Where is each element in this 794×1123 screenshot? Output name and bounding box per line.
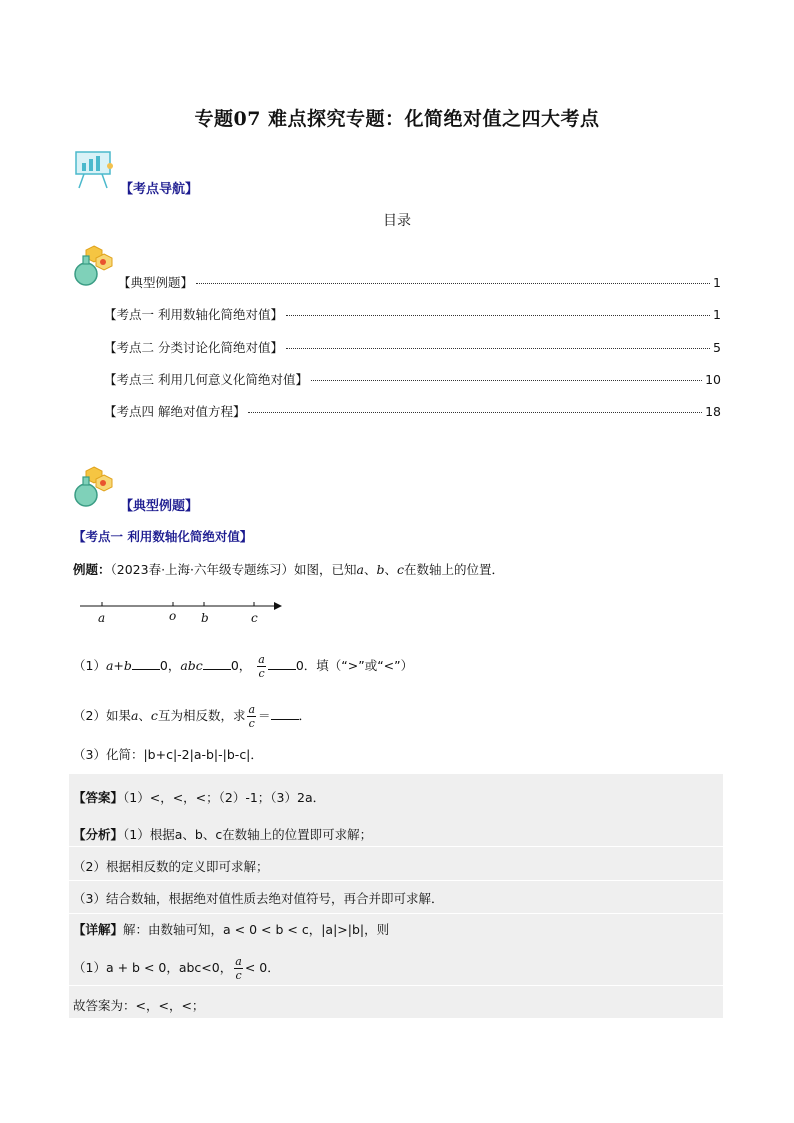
toc-item-page: 18 [705, 404, 721, 419]
toc-item-label: 【考点四 解绝对值方程】 [104, 404, 246, 419]
detail-text: （1）a + b < 0，abc<0， [73, 960, 233, 975]
detail-line-1 [73, 920, 389, 938]
q-text: 0， [159, 658, 181, 673]
var-c: c [150, 708, 158, 723]
toc-leader [286, 348, 710, 349]
fraction [257, 653, 266, 680]
analysis-line-2: （2）根据相反数的定义即可求解； [73, 859, 269, 874]
toc-title: 目录 [383, 213, 411, 229]
q-prefix: （1） [73, 658, 106, 673]
example-prefix: 例题： [73, 562, 111, 577]
toc-item-page: 1 [713, 307, 721, 322]
answer-text: （1）<，<，<；（2）-1；（3）2a． [123, 790, 326, 805]
q-text: 互为相反数，求 [157, 708, 246, 723]
answer-line [73, 788, 325, 806]
toc-leader [248, 412, 702, 413]
detail-text: 解：由数轴可知，a < 0 < b < c，|a|>|b|，则 [123, 922, 390, 937]
q-text: ． [298, 708, 312, 723]
frac-num: a [258, 653, 265, 666]
flask-icon [72, 244, 116, 288]
expr: a+b [105, 658, 132, 673]
toc-item-page: 5 [713, 340, 721, 355]
var-a: a [356, 562, 364, 577]
section-label: 【典型例题】 [120, 499, 199, 514]
fraction [234, 955, 243, 982]
sep: 、 [384, 562, 398, 577]
toc-leader [286, 315, 710, 316]
var-b: b [376, 562, 385, 577]
numberline-label: b [201, 611, 209, 625]
question-3: （3）化简：|b+c|-2|a-b|-|b-c|． [73, 747, 263, 762]
fraction [247, 703, 256, 730]
example-line [73, 560, 504, 578]
presentation-board-icon [74, 150, 116, 190]
q-text: 0．填（“>”或“<”） [295, 658, 414, 673]
frac-num: a [248, 703, 256, 716]
answer-blank[interactable] [132, 658, 160, 670]
analysis-line-1 [73, 825, 372, 843]
expr: abc [180, 658, 203, 673]
toc-item-page: 1 [713, 275, 721, 290]
q-prefix: （2）如果 [73, 708, 131, 723]
toc-item[interactable] [104, 402, 721, 420]
frac-num: a [235, 955, 242, 968]
var-a: a [130, 708, 139, 723]
q-text: 0， [230, 658, 252, 673]
toc-leader [196, 283, 710, 284]
frac-den: c [235, 969, 242, 982]
question-1 [73, 653, 413, 680]
answer-blank[interactable] [271, 708, 299, 720]
toc-item-page: 10 [705, 372, 721, 387]
detail-label: 【详解】 [73, 922, 124, 937]
numberline-label: c [251, 611, 258, 625]
divider [69, 880, 723, 881]
answer-label: 【答案】 [73, 790, 124, 805]
toc-item-label: 【考点一 利用数轴化简绝对值】 [104, 307, 283, 322]
answer-blank[interactable] [203, 658, 231, 670]
kp1-label: 【考点一 利用数轴化简绝对值】 [73, 529, 253, 544]
toc-item-label: 【考点三 利用几何意义化简绝对值】 [104, 372, 308, 387]
toc-item[interactable] [104, 370, 721, 388]
page-title: 专题07 难点探究专题：化简绝对值之四大考点 [194, 108, 600, 130]
toc-leader [311, 380, 702, 381]
nav-label: 【考点导航】 [120, 182, 199, 197]
analysis-label: 【分析】 [73, 827, 124, 842]
example-tail: 在数轴上的位置． [404, 562, 505, 577]
analysis-line-3: （3）结合数轴，根据绝对值性质去绝对值符号，再合并即可求解． [73, 891, 444, 906]
frac-den: c [248, 717, 255, 730]
question-2 [73, 703, 311, 730]
var-c: c [397, 562, 405, 577]
answer-blank[interactable] [268, 658, 296, 670]
toc-item[interactable] [104, 338, 721, 356]
numberline-label: o [169, 609, 177, 623]
equals-sign: ＝ [258, 708, 271, 723]
detail-line-3: 故答案为：<，<，<； [73, 998, 205, 1013]
example-source: （2023春·上海·六年级专题练习）如图，已知 [110, 562, 357, 577]
divider [69, 913, 723, 914]
numberline-label: a [98, 611, 106, 625]
toc-item[interactable] [104, 305, 721, 323]
flask-icon [72, 465, 116, 509]
detail-line-2 [73, 955, 280, 982]
toc-item[interactable] [118, 273, 721, 291]
sep: 、 [138, 708, 151, 723]
detail-text: < 0． [244, 960, 280, 975]
toc-item-label: 【典型例题】 [118, 275, 194, 290]
analysis-text: （1）根据a、b、c在数轴上的位置即可求解； [123, 827, 373, 842]
divider [69, 846, 723, 847]
sep: 、 [363, 562, 377, 577]
frac-den: c [258, 667, 265, 680]
toc-item-label: 【考点二 分类讨论化简绝对值】 [104, 340, 283, 355]
divider [69, 985, 723, 986]
